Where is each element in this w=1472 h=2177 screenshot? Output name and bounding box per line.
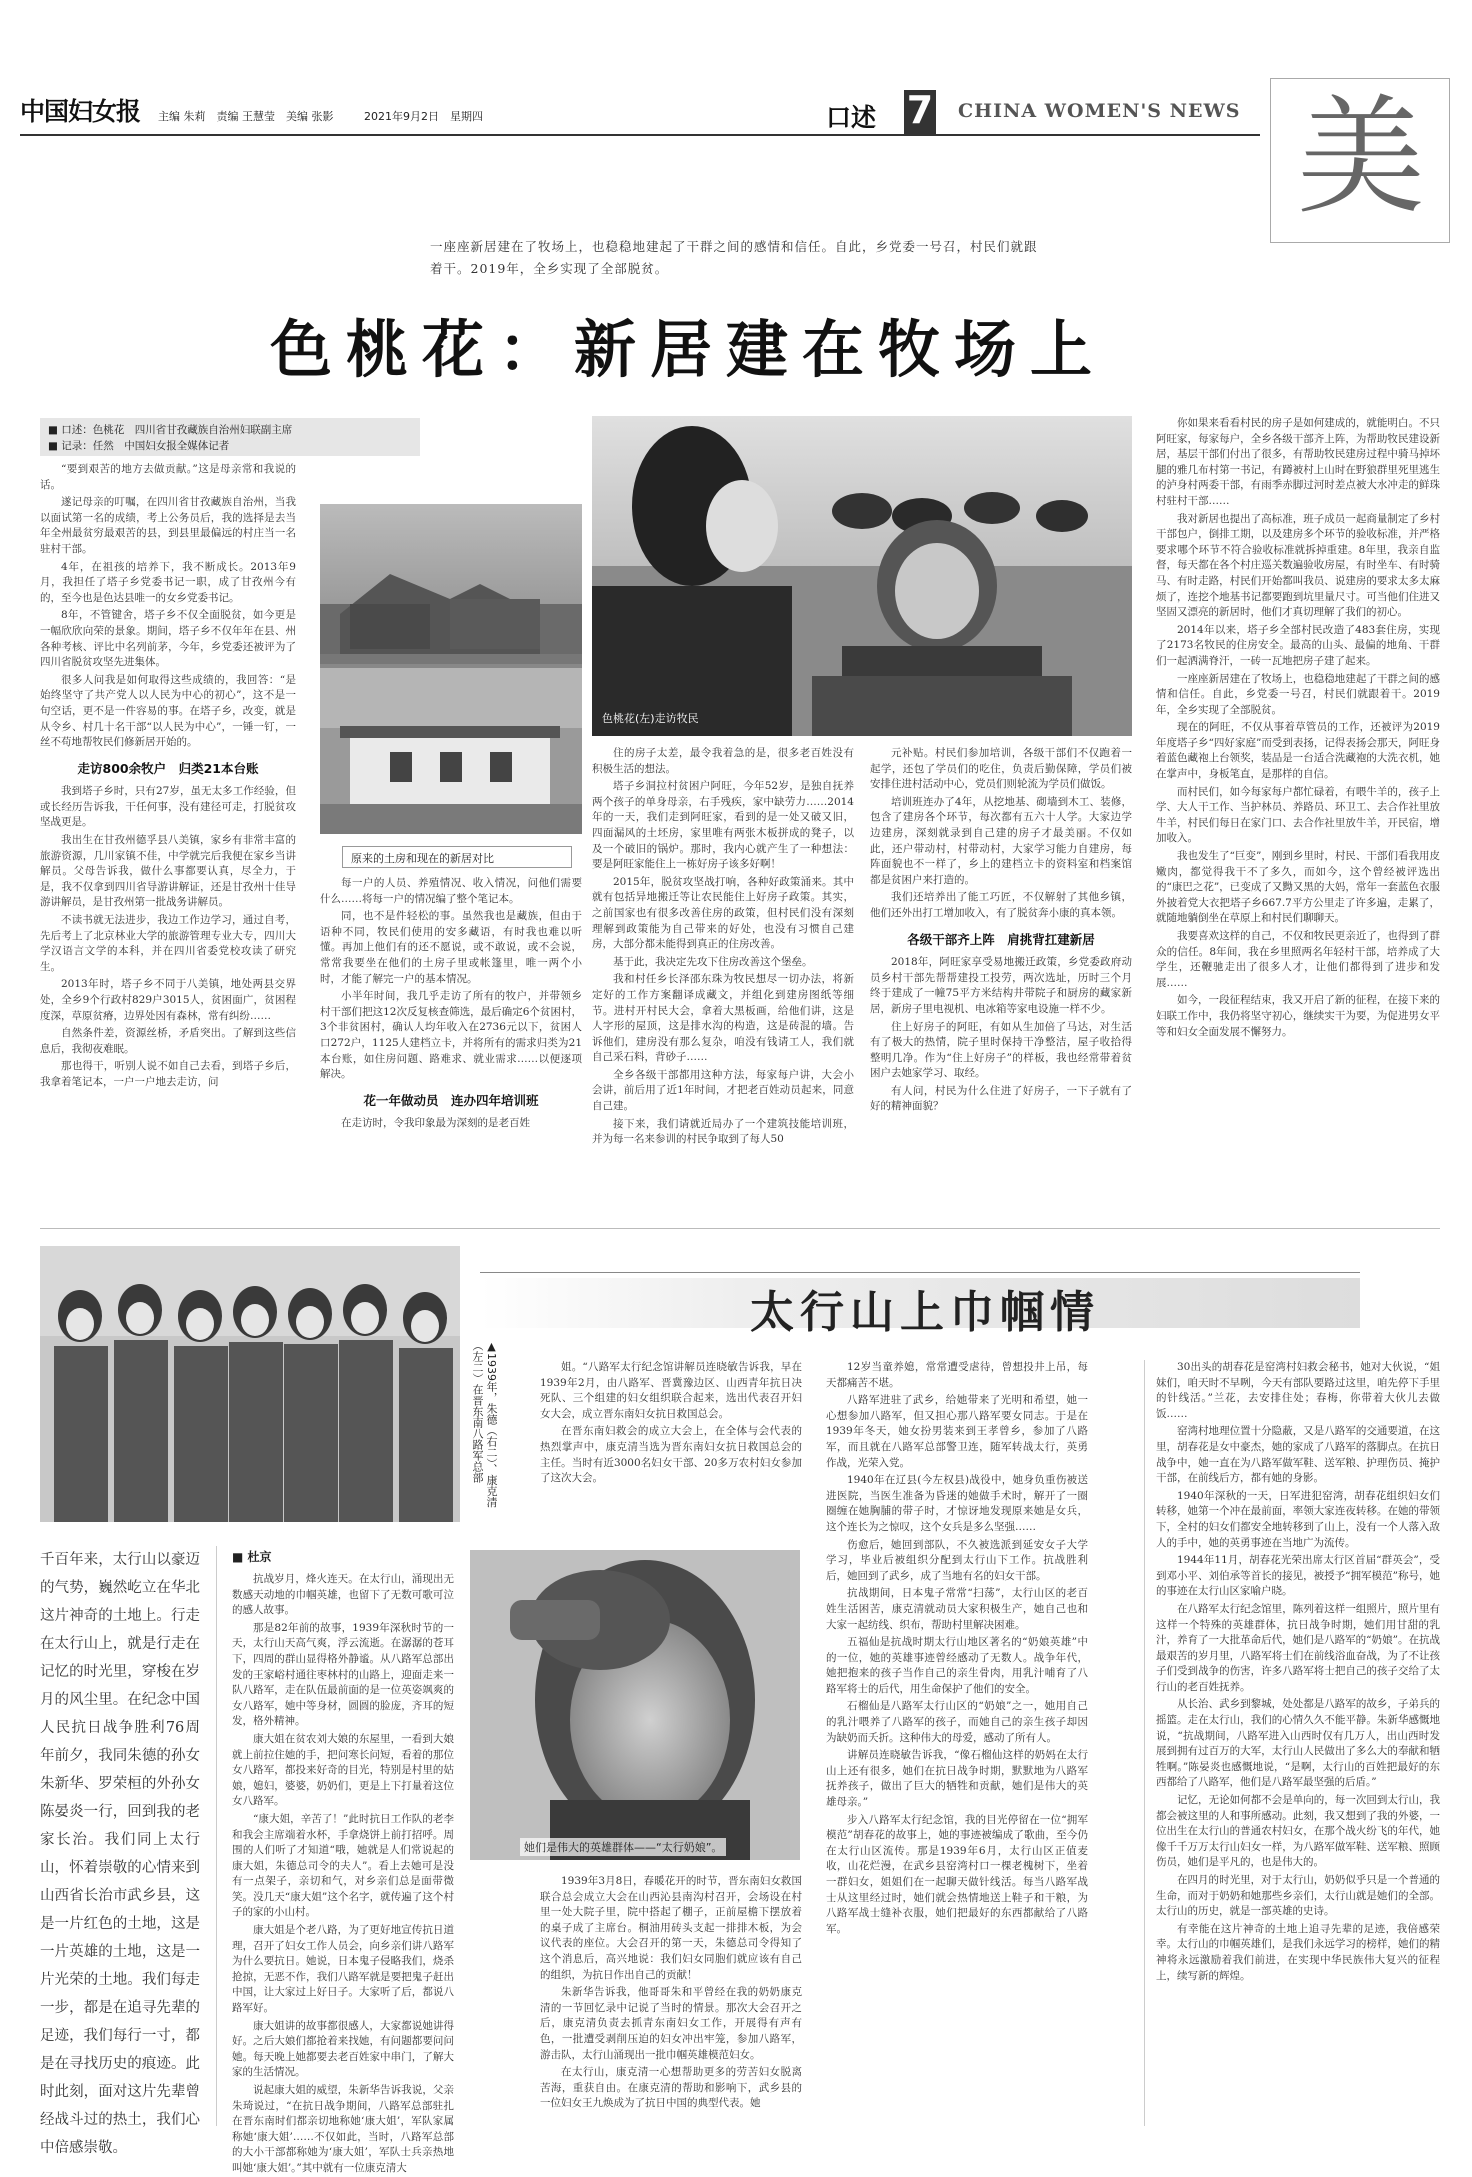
visit-photo: [592, 416, 1132, 736]
group-photo-caption-text: ▲1939年，朱德（右二）、康克清（左二）在晋东南八路军总部: [471, 1340, 498, 1508]
paragraph: 朱新华告诉我，他哥哥朱和平曾经在我的奶奶康克清的一节回忆录中记说了当时的情景。那次大会召开之后，康克清负责去抓青东南妇女工作，开展得有声有色，一批遭受剥削压迫的妇女冲出牢笼，参加八路军，游击队，太行山涌现出一批巾帼英雄模范妇女。: [540, 1986, 802, 2061]
article2-column-2: [540, 1360, 802, 1536]
article2-column-3: [826, 1360, 1088, 2128]
old-woman-photo: [470, 1550, 800, 1860]
section-name: 口述: [826, 103, 877, 132]
paragraph: 康大姐讲的故事都很感人，大家都说她讲得好。之后大娘们都抢着来找她，有问题都要问问她。每天晚上她都要去老百姓家中串门，了解大家的生活情况。: [232, 2019, 454, 2079]
paragraph: 八路军进驻了武乡，给她带来了光明和希望，她一心想参加八路军，但又担心那八路军要女同志。于是在1939年冬天，她女扮男装来到王孝曾乡，参加了八路军，而且就在八路军总部警卫连，随军转战太行，英勇作战，光荣入党。: [826, 1394, 1088, 1469]
paragraph: 我们还培养出了能工巧匠，不仅解射了其他乡镇，他们还外出打工增加收入，有了脱贫奔小康的真本领。: [870, 891, 1132, 919]
paragraph: 小半年时间，我几乎走访了所有的牧户，并带领乡村干部们把这12次反复核查筛选，最后确定6个贫困村，3个非贫困村，确认人均年收入在2736元以下，贫困人口272户，1125人建档立卡，并将所有的需求归类为21本台账，如住房问题、路难求、就业需求……以便逐项解决。: [320, 990, 582, 1081]
paragraph: 塔子乡洞拉村贫困户阿旺，今年52岁，是独自抚养两个孩子的单身母亲，右手残疾，家中缺劳力……2014年的一天，我们走到阿旺家，看到的是一处又破又旧，四面漏风的土坯房，家里唯有两张木板拼成的凳子，以及一个破旧的锅炉。那时，我内心就产生了一种想法：要是阿旺家能住上一栋好房子该多好啊！: [592, 780, 854, 871]
article2-title-bar: [480, 1266, 1360, 1336]
paragraph: 窑湾村地理位置十分隐蔽，又是八路军的交通要道，在这里，胡春花是女中豪杰，她的家成了八路军的落脚点。在抗日战争中，她一直在为八路军做军鞋、送军粮、护理伤员、掩护干部，在前线后方，都有她的身影。: [1156, 1425, 1440, 1485]
houses-photo: [320, 504, 582, 834]
paragraph: 在四月的时光里，对于太行山，奶奶似乎只是一个普通的生命，而对于奶奶和她那些乡亲们，太行山就是她们的全部。太行山的历史，就是一部英雄的史诗。: [1156, 1874, 1440, 1918]
paragraph: 而村民们，如今每家每户都忙碌着，有喂牛羊的，孩子上学、大人干工作、当护林员、养路员、环卫工、去合作社里放牛羊，村民们每日在家门口、去合作社里放牛羊，开民宿，增加收入。: [1156, 785, 1440, 845]
article2-title: 太行山上巾帼情: [750, 1287, 1100, 1338]
paragraph: 我也发生了“巨变”，刚到乡里时，村民、干部们看我用皮嫩肉，都觉得我干不了多久，而如今，这个曾经被评选出的“康巴之花”，已变成了又黝又黑的大妈，常年一套蓝色衣服外披着党大衣把塔子乡667.7平方公里走了许多遍，走累了，就随地躺倒坐在草原上和村民们聊聊天。: [1156, 850, 1440, 925]
subheading: 花一年做动员 连办四年培训班: [363, 1092, 539, 1108]
group-photo: [40, 1246, 460, 1522]
old-woman-caption: 她们是伟大的英雄群体——“太行奶娘”。: [520, 1838, 726, 1856]
paragraph: 我对新居也提出了高标准，班子成员一起商量制定了乡村干部包户，倒排工期，以及建房多个环节的验收标准，并严格要求哪个环节不符合验收标准就拆掉重建。8年里，我亲自监督，每天都在各个村庄巡关数遍验收房屋，有时坐车、有时骑马、有时走路，村民们开始都叫我员、说建房的要求太多太麻烦了，连挖个地基书记都要跑到坑里量尺寸。可当他们住进又坚固又漂亮的新居时，他们才真切理解了我们的初心。: [1156, 512, 1440, 619]
group-photo-caption: [470, 1340, 500, 1520]
paragraph: “康大姐，辛苦了！”此时抗日工作队的老李和我会主席端着水杯，手拿烧饼上前打招呼。周围的人们听了才知道“哦，她就是人们常说起的康大姐，朱德总司令的夫人”。看上去她可是没有一点架子，亲切和气，对乡亲们总是面带微笑。没几天“康大姐”这个名字，就传遍了这个村子的家的小山村。: [232, 1812, 454, 1919]
paragraph: 一座座新居建在了牧场上，也稳稳地建起了干群之间的感情和信任。自此，乡党委一号召，村民们就跟着干。2019年，全乡实现了全部脱贫。: [1156, 672, 1440, 716]
paragraph: 你如果来看看村民的房子是如何建成的，就能明白。不只阿旺家，每家每户，全乡各级干部齐上阵，为帮助牧民建设新居，基层干部们付出了很多，有帮助牧民建房过程中骑马掉坏腿的雅几布村第一书记，有蹲被村上山时在野狼群里死里逃生的泸身村两委干部，有雨季赤脚过河时差点被大水冲走的鲜珠村驻村干部……: [1156, 417, 1440, 507]
byline-teller: ■ 口述：色桃花 四川省甘孜藏族自治州妇联副主席: [48, 424, 293, 436]
masthead: [0, 0, 1472, 232]
corner-badge: [1270, 78, 1450, 243]
paragraph: 抗战期间，日本鬼子常常“扫荡”，太行山区的老百姓生活困苦，康克清就动员大家积极生产，她自己也和大家一起纺线、织布，帮助村里解决困难。: [826, 1587, 1088, 1631]
paragraph: 元补贴。村民们参加培训，各级干部们不仅跑着一起学，还包了学员们的吃住，负责后勤保障，学员们被安排住进村活动中心，党员们则轮流为学员们做饭。: [870, 747, 1132, 791]
paragraph: 自然条件差，资源丝桥，矛盾突出。了解到这些信息后，我彻夜难眠。: [40, 1027, 296, 1055]
paragraph: 8年，不管键舍，塔子乡不仅全面脱贫，如今更是一幅欣欣向荣的景象。期间，塔子乡不仅年年在县、州各种考核、评比中名列前茅，今年，乡党委还被评为了四川省脱贫攻坚先进集体。: [40, 609, 296, 669]
article1-column-5: [1156, 416, 1440, 1216]
paragraph: 我和村任乡长泽邵东珠为牧民想尽一切办法，将新定好的工作方案翻译成藏文，并组化到建房图纸等细节。进村开村民大会，拿着大黑板画，给他们讲，这是人字形的屋顶，这是排水沟的构造，这是砖混的墙。告诉他们，建房没有那么复杂，咱没有钱请工人，我们就自己采石料，背砂子……: [592, 973, 854, 1064]
paragraph: 我出生在甘孜州德孚县八美镇，家乡有非常丰富的旅游资源，几川家镇不佳，中学就完后我便在家乡当讲解员。父母告诉我，做什么事都要认真，尽全力，于是，我不仅拿到四川省导游讲解证，还是甘孜州十佳导游讲解员，是甘孜州第一批战务讲解员。: [40, 834, 296, 909]
paragraph: 有人问，村民为什么住进了好房子，一下子就有了好的精神面貌？: [870, 1084, 1132, 1113]
article1-intro: 一座座新居建在了牧场上，也稳稳地建起了干群之间的感情和信任。自此，乡党委一号召，村民们就跟着干。2019年，全乡实现了全部脱贫。: [430, 239, 1038, 276]
paragraph: 遂记母亲的叮嘱，在四川省甘孜藏族自治州，当我以面试第一名的成绩，考上公务员后，我的选择是去当年全州最贫穷最艰苦的县，到县里最偏远的村庄当一名驻村干部。: [40, 496, 296, 555]
paragraph: 同，也不是件轻松的事。虽然我也是藏族，但由于语种不同，牧民们使用的安多藏语，有时我也难以听懂。再加上他们有的还不愿说，或不敢说，或不会说，常常我要坐在他们的土房子里或帐篷里，唯一两个小时，才能了解完一户的基本情况。: [320, 910, 582, 985]
paragraph: 说起康大姐的威望，朱新华告诉我说，父亲朱琦说过，“在抗日战争期间，八路军总部驻扎在晋东南时们都亲切地称她‘康大姐’，军队家属称她‘康大姐’……不仅如此，当时，八路军总部的大小干部都称她为‘康大姐’，军队士兵亲热地叫她‘康大姐’。”其中就有一位康克清大: [232, 2084, 454, 2174]
paragraph: 住上好房子的阿旺，有如从生加倍了马达，对生活有了极大的热情，院子里时保持干净整洁，屋子收拾得整明几净。作为“住上好房子”的样板，我也经常带着贫困户去她家学习、取经。: [870, 1020, 1132, 1080]
paragraph: 石榴仙是八路军太行山区的“奶娘”之一，她用自己的乳汁喂养了八路军的孩子，而她自己的亲生孩子却因为缺奶而夭折。这种伟大的母爱，感动了所有人。: [826, 1700, 1088, 1744]
paragraph: “要到艰苦的地方去做贡献。”这是母亲常和我说的话。: [40, 463, 296, 491]
houses-photo-caption-text: 原来的土房和现在的新居对比: [351, 852, 494, 865]
paragraph: 那也得干，听别人说不如自己去看，到塔子乡后，我拿着笔记本，一户一户地去走访，问: [40, 1060, 296, 1088]
paragraph: 在八路军太行纪念馆里，陈列着这样一组照片，照片里有这样一个特殊的英雄群体，抗日战争时期，她们用甘甜的乳汁，养育了一大批革命后代，她们是八路军的“奶娘”。在抗战最艰苦的岁月里，八路军将士们在前线浴血奋战，为了不让孩子们受到战争的伤害，许多八路军将士把自己的孩子交给了太行山的老百姓抚养。: [1156, 1602, 1440, 1693]
paragraph: 姐。“八路军太行纪念馆讲解员连晓敏告诉我，早在1939年2月，由八路军、晋冀豫边区、山西青年抗日决死队、三个组建的妇女组织联合起来，选出代表召开妇女大会，成立晋东南妇女抗日救国总会。: [540, 1361, 802, 1420]
paragraph: 不读书就无法进步，我边工作边学习，通过自考，先后考上了北京林业大学的旅游管理专业大专，四川大学汉语言文学的本科，并在四川省委党校攻读了研究生。: [40, 914, 296, 973]
paragraph: 接下来，我们请就近局办了一个建筑技能培训班，并为每一名来参训的村民争取到了每人50: [592, 1117, 854, 1146]
paragraph: 我到塔子乡时，只有27岁，虽无太多工作经验，但或长经历告诉我，干任何事，没有建径可走，打脱贫攻坚战更是。: [40, 785, 296, 829]
paragraph: 五福仙是抗战时期太行山地区著名的“奶娘英雄”中的一位，她的英雄事迹曾经感动了无数人。战争年代，她把抱来的孩子当作自己的亲生骨肉，用乳汁哺育了八路军将士的后代，用生命保护了他们的安全。: [826, 1636, 1088, 1695]
paragraph: 如今，一段征程结束，我又开启了新的征程，在接下来的妇联工作中，我仍将坚守初心，继续实干为要，为促进男女平等和妇女全面发展不懈努力。: [1156, 994, 1440, 1038]
paragraph: 基于此，我决定先攻下住房改善这个堡垒。: [613, 955, 813, 968]
article2-column-4: [1156, 1360, 1440, 2128]
houses-photo-image: [320, 504, 582, 834]
old-woman-photo-image: [470, 1550, 800, 1860]
paragraph: 1940年在辽县(今左权县)战役中，她身负重伤被送进医院，当医生准备为昏迷的她做手术时，解开了一圈圈缠在她胸脯的带子时，才惊讶地发现原来她是女兵，这个连长为之惊叹，这个女兵是多么坚强……: [826, 1474, 1088, 1533]
paragraph: 从长治、武乡到黎城，处处都是八路军的故乡，子弟兵的摇篮。走在太行山，我们的心情久久不能平静。朱新华感慨地说，“抗战期间，八路军进入山西时仅有几万人，出山西时发展到拥有过百万的大军，太行山人民做出了多么大的奉献和牺牲啊。”陈晏炎也感慨地说，“是啊，太行山的百姓把最好的东西都给了八路军，他们是八路军最坚强的后盾。”: [1156, 1698, 1440, 1789]
paragraph: 记忆，无论如何都不会是单向的，每一次回到太行山，我都会被这里的人和事所感动。此刻，我又想到了我的外婆，一位出生在太行山的普通农村妇女，在那个战火纷飞的年代，她像千千万万太行山妇女一样，为八路军做军鞋、送军粮、照顾伤员，她们是平凡的，也是伟大的。: [1156, 1794, 1440, 1869]
paragraph: 在晋东南妇救会的成立大会上，在全体与会代表的热烈掌声中，康克清当选为晋东南妇女抗日救国总会的主任。当时有近3000名妇女干部、20多万农村妇女参加了这次大会。: [540, 1425, 802, 1485]
paragraph: 康大姐是个老八路，为了更好地宣传抗日道理，召开了妇女工作人员会，向乡亲们讲八路军为什么要抗日。她说，日本鬼子侵略我们，烧杀抢掠，无恶不作，我们八路军就是要把鬼子赶出中国，让大家过上好日子。大家听了后，都说八路军好。: [232, 1924, 454, 2015]
paragraph: 抗战岁月，烽火连天。在太行山，涌现出无数感天动地的巾帼英雄，也留下了无数可歌可泣的感人故事。: [232, 1573, 454, 1617]
article2-column-2b: [540, 1874, 802, 2128]
article1-column-1: [40, 462, 296, 1216]
paragraph: 培训班连办了4年，从挖地基、砌墙到木工、装修，包含了建房各个环节，每次都有五六十人学。大家边学边建房，深刻就录到自己建的房子才最美丽。不仅如此，还户带动村，村带动村，大家学习能力自建房，每阵面貌也不一样了，乡上的建档立卡的资料室和档案馆都是贫困户来打造的。: [870, 795, 1132, 886]
paragraph: 很多人问我是如何取得这些成绩的，我回答：“是始终坚守了共产党人以人民为中心的初心”，这不是一句空话，更不是一件容易的事。在塔子乡，改变，就是从令乡、村几十名干部“以人民为中心”，一锤一钉，一丝不苟地帮牧民们修新居开始的。: [40, 673, 296, 749]
masthead-rule: [20, 134, 1260, 136]
article2-column-1: [232, 1572, 454, 2174]
paragraph: 在走访时，令我印象最为深刻的是老百姓: [341, 1117, 530, 1130]
article2-author: ■ 杜京: [232, 1550, 272, 1564]
paragraph: 伤愈后，她回到部队，不久被选派到延安女子大学学习，毕业后被组织分配到太行山下工作。抗战胜利后，她回到了武乡，成了当地有名的妇女干部。: [826, 1538, 1088, 1582]
paragraph: 1940年深秋的一天，日军进犯窑湾，胡春花组织妇女们转移，她第一个冲在最前面，率领大家连夜转移。在她的带领下，全村的妇女们都安全地转移到了山上，没有一个人落入敌人的手中，她的英勇事迹在当地广为流传。: [1156, 1489, 1440, 1549]
subheading: 走访800余牧户 归类21本台账: [77, 760, 259, 776]
paragraph: 全乡各级干部都用这种方法，每家每户讲，大会小会讲，前后用了近1年时间，才把老百姓动员起来，同意自己建。: [592, 1068, 854, 1113]
subheading: 各级干部齐上阵 肩挑背扛建新居: [907, 931, 1095, 947]
paragraph: 我要喜欢这样的自己，不仅和牧民更亲近了，也得到了群众的信任。8年间，我在乡里照两名年轻村干部，培养成了大学生，还鞭驰走出了很多人才，让他们都得到了进步和发展……: [1156, 930, 1440, 989]
paragraph: 讲解员连晓敏告诉我，“像石榴仙这样的奶妈在太行山上还有很多，她们在抗日战争时期，默默地为八路军抚养孩子，做出了巨大的牺牲和贡献，她们是伟大的英雄母亲。”: [826, 1749, 1088, 1809]
paragraph: 30出头的胡春花是窑湾村妇救会秘书，她对大伙说，“姐妹们，咱天时不早咧，今天有部队要路过这里，咱先停下手里的针线活。”兰花，去安排住处；春梅，你带着大伙儿去做饭……: [1156, 1361, 1440, 1420]
paragraph: 1944年11月，胡春花光荣出席太行区首届“群英会”，受到邓小平、刘伯承等首长的接见，被授予“拥军模范”称号，她的事迹在太行山区家喻户晓。: [1156, 1554, 1440, 1598]
corner-char: 美: [1296, 83, 1425, 232]
issue-date: 2021年9月2日 星期四: [364, 110, 483, 123]
visit-photo-image: [592, 416, 1132, 736]
paragraph: 有幸能在这片神奇的土地上追寻先辈的足迹，我倍感荣幸。太行山的巾帼英雄们，是我们永远学习的榜样，她们的精神将永远激励着我们前进，在实现中华民族伟大复兴的征程上，续写新的辉煌。: [1156, 1922, 1440, 1982]
title-bar-line-top: [480, 1272, 1360, 1273]
newspaper-logo: 中国妇女报: [20, 97, 141, 126]
paragraph: 2013年时，塔子乡不同于八美镇，地处两县交界处，全乡9个行政村829户3015人，贫困面广，贫困程度深，草原贫瘠，边界处因有森林，常有纠纷……: [40, 978, 296, 1022]
article1-column-4: [870, 746, 1132, 1216]
paragraph: 康大姐在贫农刘大娘的东屋里，一看到大娘就上前拉住她的手，把问寒长问短，看着的那位女八路军，都投来好奇的目光，特别是村里的姑娘，媳妇，婆婆，奶奶们，更是上下打量着这位女八路军。: [232, 1732, 454, 1808]
paragraph: 12岁当童养媳，常常遭受虐待，曾想投井上吊，每天都痛苦不堪。: [826, 1361, 1088, 1389]
paragraph: 每一户的人员、养殖情况、收入情况，问他们需要什么……将每一户的情况编了整个笔记本。: [320, 877, 582, 905]
article1-column-2: [320, 876, 582, 1216]
byline-teller-text: 口述：色桃花 四川省甘孜藏族自治州妇联副主席: [61, 424, 293, 436]
byline-block: [40, 418, 420, 456]
article-divider: [40, 1228, 1440, 1229]
column-rule: [1144, 1360, 1145, 2126]
paragraph: 2015年，脱贫攻坚战打响，各种好政策涌来。其中就有包括异地搬迁等让农民能住上好房子政策。其实，之前国家也有很多改善住房的政策，但村民们没有深刻理解到政策能为自己带来的好处，也没有习惯自己建房，大部分都未能得到真正的住房改善。: [592, 875, 854, 951]
visit-photo-caption: 色桃花(左)走访牧民: [602, 712, 699, 725]
houses-photo-caption: [342, 846, 572, 868]
paragraph: 2014年以来，塔子乡全部村民改造了483套住房，实现了2173名牧民的住房安全。最高的山头、最偏的地角、干群们一起洒满脊汗，一砖一瓦地把房子建了起来。: [1156, 623, 1440, 667]
article2-intro: 千百年来，太行山以豪迈的气势，巍然屹立在华北这片神奇的土地上。行走在太行山上，就是行走在记忆的时光里，穿梭在岁月的风尘里。在纪念中国人民抗日战争胜利76周年前夕，我同朱德的孙女朱新华、罗荣桓的外孙女陈晏炎一行，回到我的老家长治。我们同上太行山，怀着崇敬的心情来到山西省长治市武乡县，这是一片红色的土地，这是一片英雄的土地，这是一片光荣的土地。我们每走一步，都是在追寻先辈的足迹，我们每行一寸，都是在寻找历史的痕迹。此时此刻，面对这片先辈曾经战斗过的热土，我们心中倍感崇敬。: [40, 1552, 200, 2156]
group-photo-image: [40, 1246, 460, 1522]
byline-recorder: ■ 记录：任然 中国妇女报全媒体记者: [48, 440, 230, 452]
paragraph: 住的房子太差，最令我着急的是，很多老百姓没有积极生活的想法。: [592, 747, 854, 775]
article1-column-3: [592, 746, 854, 1216]
paragraph: 那是82年前的故事，1939年深秋时节的一天，太行山天高气爽，浮云流逝。在潺潺的苍耳下，四周的群山显得格外静谧。从八路军总部出发的王家峪村通往枣林村的山路上，迎面走来一队八路军，走在队伍最前面的是一位英姿飒爽的女八路军，她中等身材，圆圆的脸庞，齐耳的短发，格外精神。: [232, 1621, 454, 1728]
editors-line: 主编 朱莉 责编 王慧莹 美编 张影: [158, 110, 334, 123]
page-number: 7: [906, 88, 934, 132]
article1-title: 色桃花：新居建在牧场上: [270, 313, 1107, 386]
column-rule: [216, 1546, 217, 2126]
byline-recorder-text: 记录：任然 中国妇女报全媒体记者: [61, 440, 230, 452]
paragraph: 步入八路军太行纪念馆，我的目光停留在一位“拥军模范”胡春花的故事上，她的事迹被编成了歌曲，至今仍在太行山区流传。那是1939年6月，太行山区正值麦收，山花烂漫，在武乡县窑湾村口一棵老槐树下，坐着一群妇女，姐姐们在一起聊天做针线活。每当八路军战士从这里经过时，她们就会热情地送上鞋子和干粮，为八路军战士缝补衣服，她们把最好的东西都献给了八路军。: [826, 1813, 1088, 1935]
english-name: CHINA WOMEN'S NEWS: [958, 100, 1241, 122]
paragraph: 4年，在祖孩的培养下，我不断成长。2013年9月，我担任了塔子乡党委书记一职，成了甘孜州今有的，至今也是色达县唯一的女乡党委书记。: [40, 560, 296, 604]
paragraph: 2018年，阿旺家享受易地搬迁政策，乡党委政府动员乡村干部先帮帮建投工投劳，两次选址，历时三个月终于建成了一幢75平方米结构井带院子和厨房的藏家新居，新房子里电视机、电冰箱等家电设施一样不少。: [870, 956, 1132, 1015]
paragraph: 1939年3月8日，春暖花开的时节，晋东南妇女救国联合总会成立大会在山西沁县南沟村召开，会场设在村里一处大院子里，院中搭起了棚子，正前屋檐下摆放着的桌子成了主席台。桐油用砖头支起一排排木板，为会议代表的座位。大会召开的第一天，朱德总司令得知了这个消息后，高兴地说：我们妇女同胞们就应该有自己的组织，为抗日作出自己的贡献！: [540, 1875, 802, 1981]
paragraph: 现在的阿旺，不仅从事着草管员的工作，还被评为2019年度塔子乡“四好家庭”而受到表扬，记得表扬会那天，阿旺身着蓝色藏袍上台领奖，装品是一台适合洗藏袍的大洗衣机，她在掌声中，身板笔直，是那样的自信。: [1156, 721, 1440, 781]
paragraph: 在太行山，康克清一心想帮助更多的劳苦妇女脱离苦海，重获自由。在康克清的帮助和影响下，武乡县的一位妇女王九焕成为了抗日中国的典型代表。她: [540, 2066, 802, 2110]
